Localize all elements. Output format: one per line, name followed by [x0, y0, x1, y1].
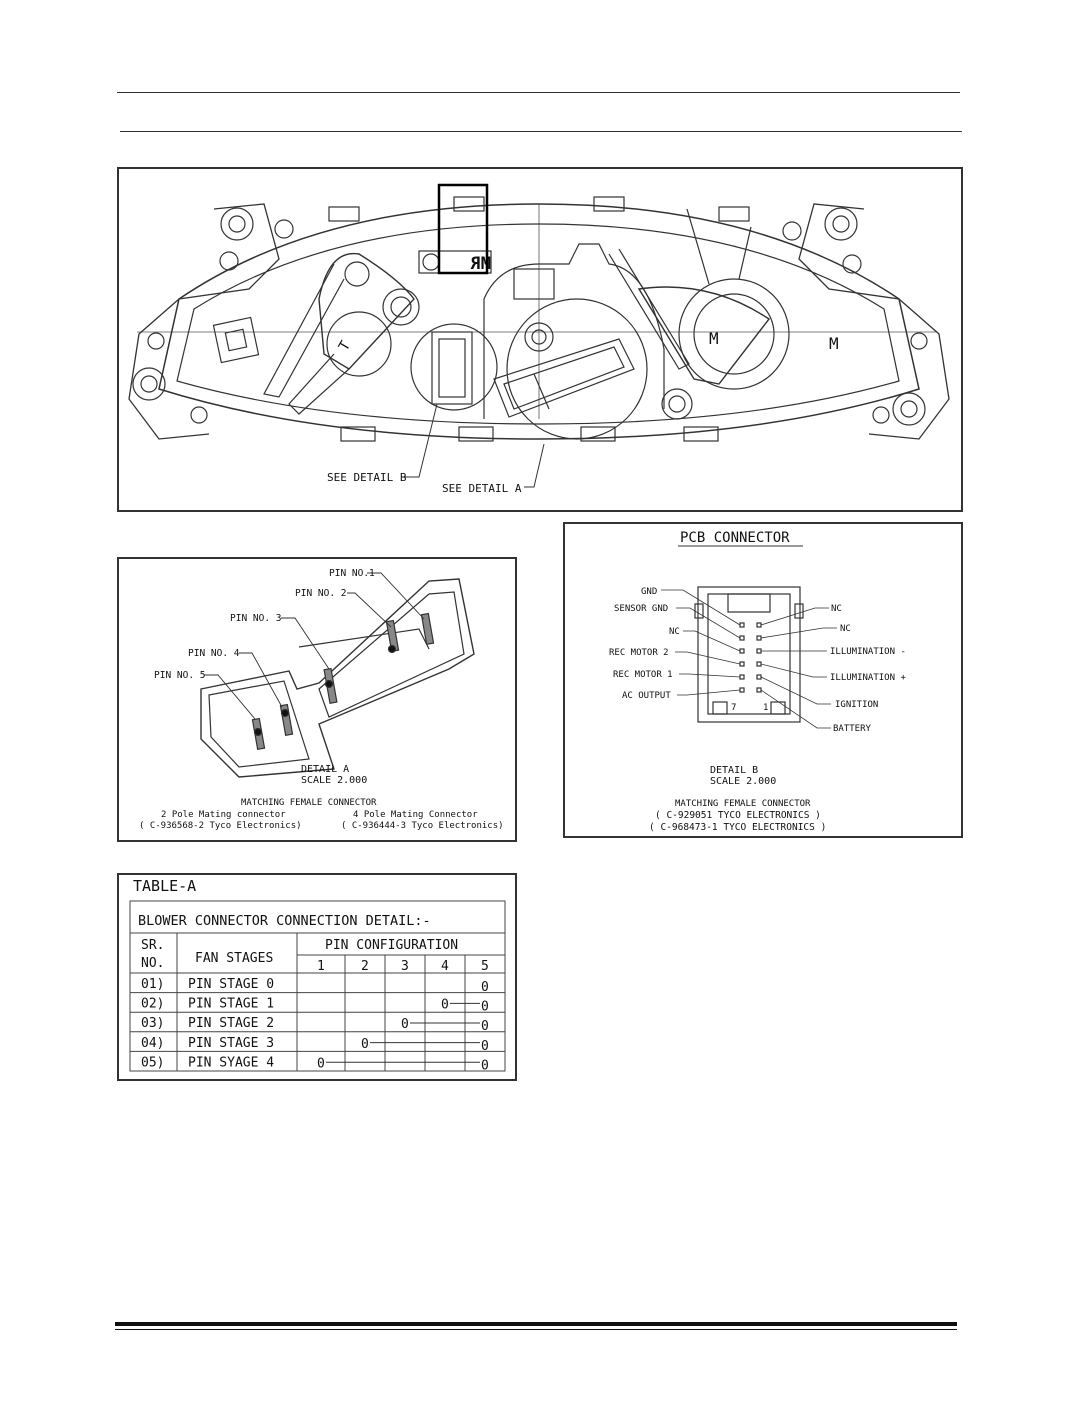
pcb-label-gnd: GND [641, 587, 658, 597]
mark-t: T [335, 338, 355, 354]
pin-label-3: PIN NO. 3 [230, 613, 282, 624]
right-mid-boss [893, 393, 925, 425]
pcb-pin-grid [740, 623, 761, 692]
pin-mark-7: 7 [731, 703, 737, 713]
row-pin-mark: 0 [481, 1038, 489, 1054]
footer-rule-thin [115, 1329, 957, 1330]
pin-label-5: PIN NO. 5 [154, 670, 206, 681]
pcb-conn-2: ( C-968473-1 TYCO ELECTRONICS ) [649, 822, 827, 833]
mark-m-inner: M [709, 329, 719, 348]
pin-number-header: 3 [401, 959, 409, 974]
pin-label-2: PIN NO. 2 [295, 588, 347, 599]
pcb-label-ac-output: AC OUTPUT [622, 691, 671, 701]
detail-a-panel [117, 557, 517, 842]
col-sr-line2: NO. [141, 956, 165, 971]
pcb-label-ignition: IGNITION [835, 700, 879, 710]
pin-label-1: PIN NO.1 [329, 568, 375, 579]
row-sr: 04) [141, 1035, 165, 1051]
pcb-label-illumination-minus: ILLUMINATION - [830, 647, 906, 657]
detail-a-scale: SCALE 2.000 [301, 775, 368, 786]
pcb-label-battery: BATTERY [833, 724, 871, 734]
pcb-scale: SCALE 2.000 [710, 776, 777, 787]
left-top-boss [221, 208, 253, 240]
pcb-label-sensor-gnd: SENSOR GND [614, 604, 669, 614]
pcb-label-illumination-plus: ILLUMINATION + [830, 673, 906, 683]
table-a-grid [119, 875, 515, 1079]
row-stage: PIN STAGE 1 [188, 996, 275, 1012]
overview-panel [117, 167, 963, 512]
right-top-boss [825, 208, 857, 240]
pcb-label-nc-right-2: NC [840, 624, 851, 634]
logo-text: MR [470, 254, 491, 274]
see-detail-a-label: SEE DETAIL A [442, 482, 522, 495]
pin-bar-4 [280, 705, 292, 736]
table-a-heading: BLOWER CONNECTOR CONNECTION DETAIL:- [138, 913, 431, 929]
pcb-label-rec-motor-1: REC MOTOR 1 [613, 670, 673, 680]
pcb-caption: DETAIL B [710, 765, 759, 776]
pin-mark-1: 1 [763, 703, 769, 713]
row-pin-mark: 0 [441, 997, 449, 1013]
detail-a-circle [507, 299, 647, 439]
col-sr-line1: SR. [141, 938, 165, 953]
row-stage: PIN SYAGE 4 [188, 1055, 275, 1071]
row-pin-mark: 0 [481, 980, 489, 995]
row-pin-mark: 0 [481, 1019, 489, 1035]
row-pin-mark: 0 [401, 1017, 409, 1033]
pin-label-4: PIN NO. 4 [188, 648, 240, 659]
detail-a-right-conn-1: 4 Pole Mating Connector [353, 810, 478, 820]
pcb-label-nc-left: NC [669, 627, 680, 637]
row-sr: 01) [141, 977, 165, 992]
pcb-connector-panel [563, 522, 963, 838]
row-stage: PIN STAGE 3 [188, 1035, 275, 1051]
row-sr: 03) [141, 1016, 165, 1032]
see-detail-b-label: SEE DETAIL B [327, 471, 407, 484]
row-pin-mark: 0 [481, 1058, 489, 1074]
pin-number-header: 1 [317, 959, 325, 974]
header-rule-top [117, 92, 960, 93]
pcb-matching: MATCHING FEMALE CONNECTOR [675, 799, 811, 809]
pcb-label-rec-motor-2: REC MOTOR 2 [609, 648, 669, 658]
pin-number-header: 5 [481, 959, 489, 974]
detail-a-left-conn-2: ( C-936568-2 Tyco Electronics) [139, 821, 302, 831]
detail-a-right-conn-2: ( C-936444-3 Tyco Electronics) [341, 821, 504, 831]
detail-a-matching: MATCHING FEMALE CONNECTOR [241, 798, 377, 808]
col-pin-configuration: PIN CONFIGURATION [325, 938, 459, 953]
row-pin-mark: 0 [317, 1056, 325, 1072]
detail-a-caption: DETAIL A [301, 764, 350, 775]
row-pin-mark: 0 [361, 1036, 369, 1052]
header-rule-bottom [120, 131, 962, 132]
footer-rule-thick [115, 1322, 957, 1326]
col-fan-stages: FAN STAGES [195, 951, 274, 966]
detail-a-drawing [119, 559, 515, 840]
row-sr: 02) [141, 996, 165, 1012]
row-stage: PIN STAGE 2 [188, 1016, 275, 1032]
row-pin-mark: 0 [481, 999, 489, 1015]
pin-number-header: 4 [441, 959, 449, 974]
pcb-conn-1: ( C-929051 TYCO ELECTRONICS ) [655, 810, 821, 821]
pcb-connector-drawing [565, 524, 961, 836]
pcb-title: PCB CONNECTOR [680, 530, 790, 546]
row-stage: PIN STAGE 0 [188, 977, 275, 992]
mark-m-outer: M [829, 334, 839, 353]
overview-drawing [119, 169, 961, 510]
detail-a-left-conn-1: 2 Pole Mating connector [161, 810, 286, 820]
table-a-title: TABLE-A [133, 877, 197, 895]
row-sr: 05) [141, 1055, 165, 1071]
pcb-label-nc-right-1: NC [831, 604, 842, 614]
pin-number-header: 2 [361, 959, 369, 974]
table-a-panel [117, 873, 517, 1081]
